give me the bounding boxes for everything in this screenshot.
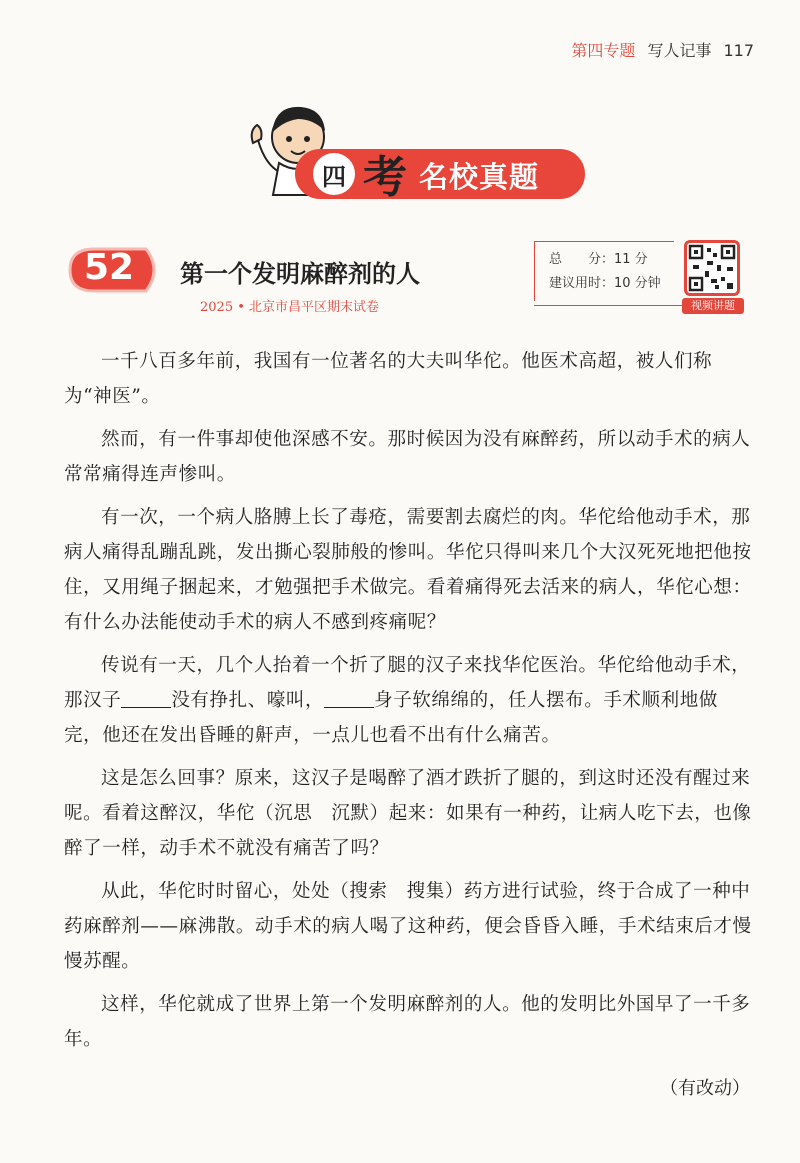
article-number-badge [64,245,164,295]
banner-number-circle: 四 [313,153,355,195]
paragraph-5: 这是怎么回事？原来，这汉子是喝醉了酒才跌折了腿的，到这时还没有醒过来呢。看着这醉汉，华佗（沉思 沉默）起来：如果有一种药，让病人吃下去，也像醉了一样，动手术不就没有痛苦了吗？ [64,768,752,859]
paragraph-1: 一千八百多年前，我国有一位著名的大夫叫华佗。他医术高超，被人们称为“神医”。 [64,351,713,407]
paragraph-6: 从此，华佗时时留心，处处（搜索 搜集）药方进行试验，终于合成了一种中药麻醉剂——麻沸散。动手术的病人喝了这种药，便会昏昏入睡，手术结束后才慢慢苏醒。 [64,881,752,972]
paragraph-4-part-2: 没有挣扎、嚎叫， [171,690,325,711]
fill-blank-1[interactable] [121,687,171,708]
article-number: 52 [84,247,135,288]
article-source: 2025 • 北京市昌平区期末试卷 [200,300,380,315]
score-box-underline [534,305,684,306]
video-lecture-label[interactable]: 视频讲题 [682,298,744,314]
paragraph-2: 然而，有一件事却使他深感不安。那时候因为没有麻醉药，所以动手术的病人常常痛得连声惨叫。 [64,429,751,485]
qr-code-icon[interactable] [684,240,740,296]
paragraph-4-part-1: 传说有一天，几个人抬着一个折了腿的汉子来找华佗医治。华佗给他动手术，那汉子 [64,655,751,711]
article-title: 第一个发明麻醉剂的人 [180,260,420,288]
banner-title: 名校真题 [419,160,540,194]
unit-label: 写人记事 [647,41,712,60]
section-banner [225,95,585,210]
page-number: 117 [723,41,754,60]
adaptation-note: （有改动） [660,1078,750,1099]
score-box [534,241,674,301]
suggested-time: 建议用时：10 分钟 [549,276,661,291]
paragraph-7: 这样，华佗就成了世界上第一个发明麻醉剂的人。他的发明比外国早了一千多年。 [64,994,751,1050]
topic-label: 第四专题 [571,41,636,60]
fill-blank-2[interactable] [324,687,374,708]
paragraph-3: 有一次，一个病人胳膊上长了毒疮，需要割去腐烂的肉。华佗给他动手术，那病人痛得乱蹦乱跳，发出撕心裂肺般的惨叫。华佗只得叫来几个大汉死死地把他按住，又用绳子捆起来，才勉强把手术做完。看着痛得死去活来的病人，华佗心想：有什么办法能使动手术的病人不感到疼痛呢？ [64,507,752,633]
total-score: 总 分：11 分 [549,252,648,267]
page-header [571,38,754,61]
article-body [64,344,754,1065]
banner-kao: 考 [363,152,407,203]
paragraph-4-part-3: 身子软绵绵的，任人摆布。手术顺利地做完，他还在发出昏睡的鼾声，一点儿也看不出有什么痛苦。 [64,690,718,746]
paragraph-4 [64,648,754,753]
